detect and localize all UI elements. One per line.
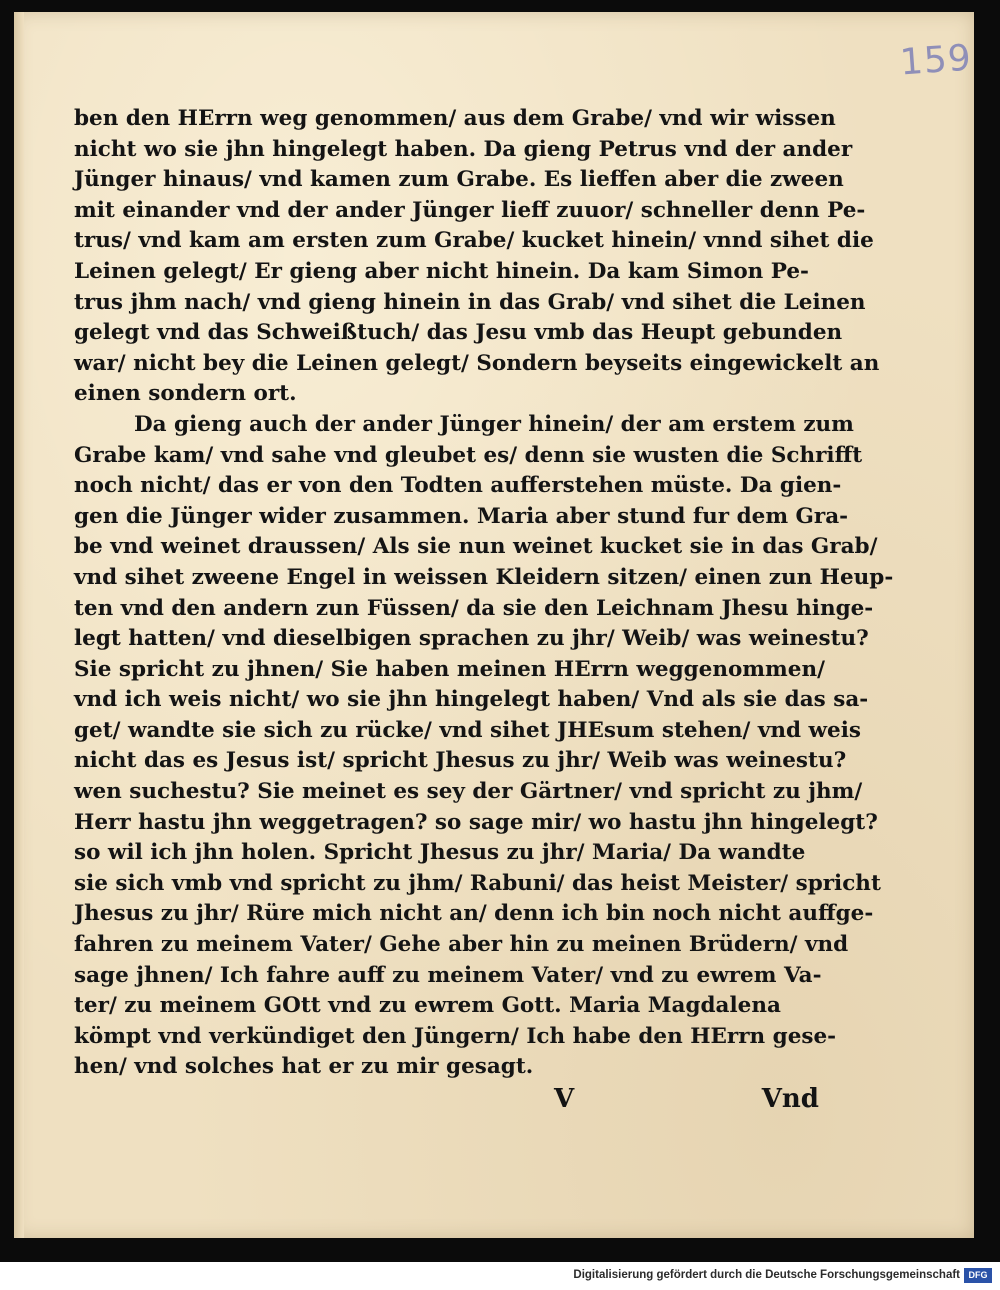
book-page — [14, 12, 974, 1238]
text-line: Jünger hinaus/ vnd kamen zum Grabe. Es lieffen aber die zween — [74, 167, 844, 193]
text-line: ten vnd den andern zun Füssen/ da sie den Leichnam Jhesu hinge- — [74, 595, 874, 621]
text-line: nicht wo sie jhn hingelegt haben. Da gieng Petrus vnd der ander — [74, 136, 853, 162]
page-bottom-marks — [74, 1084, 819, 1120]
text-line: Grabe kam/ vnd sahe vnd gleubet es/ denn sie wusten die Schrifft — [74, 442, 863, 468]
folio-number: 159 — [898, 37, 974, 84]
funding-credit: Digitalisierung gefördert durch die Deutsche Forschungsgemeinschaft — [573, 1269, 960, 1281]
text-line: so wil ich jhn holen. Spricht Jhesus zu jhr/ Maria/ Da wandte — [74, 840, 806, 866]
text-line: Da gieng auch der ander Jünger hinein/ der am erstem zum — [134, 411, 854, 437]
text-line: trus/ vnd kam am ersten zum Grabe/ kucket hinein/ vnnd sihet die — [74, 228, 874, 254]
text-line: kömpt vnd verkündiget den Jüngern/ Ich habe den HErrn gese- — [74, 1023, 837, 1049]
text-line: ter/ zu meinem GOtt vnd zu ewrem Gott. Maria Magdalena — [74, 993, 781, 1019]
text-line: noch nicht/ das er von den Todten aufferstehen müste. Da gien- — [74, 473, 842, 499]
text-line: get/ wandte sie sich zu rücke/ vnd sihet JHEsum stehen/ vnd weis — [74, 717, 861, 743]
text-line: nicht das es Jesus ist/ spricht Jhesus zu jhr/ Weib was weinestu? — [74, 748, 847, 774]
text-line: war/ nicht bey die Leinen gelegt/ Sondern beyseits eingewickelt an — [74, 350, 880, 376]
text-block — [74, 104, 894, 1083]
text-line: gelegt vnd das Schweißtuch/ das Jesu vmb das Heupt gebunden — [74, 320, 843, 346]
dfg-logo: DFG — [964, 1268, 992, 1283]
text-line: Herr hastu jhn weggetragen? so sage mir/ wo hastu jhn hingelegt? — [74, 809, 878, 835]
text-line: be vnd weinet draussen/ Als sie nun weinet kucket sie in das Grab/ — [74, 534, 878, 560]
text-line: legt hatten/ vnd dieselbigen sprachen zu jhr/ Weib/ was weinestu? — [74, 626, 869, 652]
text-line: sie sich vmb vnd spricht zu jhm/ Rabuni/ das heist Meister/ spricht — [74, 870, 881, 896]
text-line: mit einander vnd der ander Jünger lieff zuuor/ schneller denn Pe- — [74, 197, 866, 223]
text-line: gen die Jünger wider zusammen. Maria aber stund fur dem Gra- — [74, 503, 849, 529]
text-line: Jhesus zu jhr/ Rüre mich nicht an/ denn ich bin noch nicht auffge- — [74, 901, 874, 927]
text-line: vnd ich weis nicht/ wo sie jhn hingelegt haben/ Vnd als sie das sa- — [74, 687, 869, 713]
catchword: Vnd — [761, 1084, 819, 1114]
page-edge — [14, 12, 24, 1238]
text-line: einen sondern ort. — [74, 381, 297, 407]
text-line: sage jhnen/ Ich fahre auff zu meinem Vater/ vnd zu ewrem Va- — [74, 962, 822, 988]
text-line: trus jhm nach/ vnd gieng hinein in das Grab/ vnd sihet die Leinen — [74, 289, 866, 315]
text-line: wen suchestu? Sie meinet es sey der Gärtner/ vnd spricht zu jhm/ — [74, 779, 863, 805]
text-line: vnd sihet zweene Engel in weissen Kleidern sitzen/ einen zun Heup- — [74, 564, 894, 590]
text-line: fahren zu meinem Vater/ Gehe aber hin zu meinen Brüdern/ vnd — [74, 932, 849, 958]
text-line: ben den HErrn weg genommen/ aus dem Grabe/ vnd wir wissen — [74, 106, 836, 131]
text-line: Sie spricht zu jhnen/ Sie haben meinen HErrn weggenommen/ — [74, 656, 825, 682]
signature-mark: V — [554, 1084, 575, 1114]
text-line: Leinen gelegt/ Er gieng aber nicht hinein. Da kam Simon Pe- — [74, 258, 809, 284]
text-line: hen/ vnd solches hat er zu mir gesagt. — [74, 1054, 534, 1080]
footer-bar — [0, 1262, 1000, 1290]
